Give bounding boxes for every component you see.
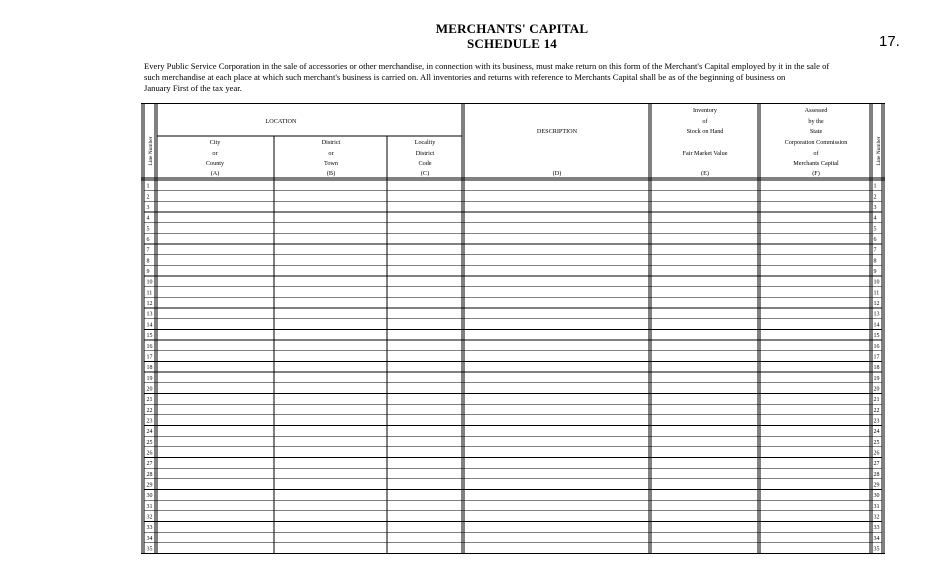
line-number-right: 3 [873, 205, 877, 212]
col-f-line3: State [809, 128, 823, 135]
instructions-text: Every Public Service Corporation in the sale of accessories or other merchandise, in connection with its business, must make return on this form of the Merchant's Capital employed by it in the sale of such merchandise at each place at which such merchant's business is carried on. All inventories and returns with reference to Merchants Capital shall be as of the beginning of business on January First of the tax year. [144, 61, 830, 94]
line-number-right: 26 [873, 450, 880, 457]
line-number-right: 7 [873, 247, 877, 254]
line-number-left: 20 [146, 386, 153, 393]
line-number-left: 24 [146, 429, 153, 436]
line-number-right: 27 [873, 461, 880, 468]
line-number-left: 30 [146, 493, 153, 500]
col-b-line1: District [321, 139, 341, 146]
col-f-line1: Assessed [804, 107, 828, 114]
line-number-right: 20 [873, 386, 880, 393]
col-a-line1: City [209, 139, 221, 146]
line-number-left: 12 [146, 301, 153, 308]
line-number-left: 22 [146, 407, 153, 414]
line-number-left: 34 [146, 535, 153, 542]
line-number-left: 2 [146, 194, 150, 201]
col-f-line6: Merchants Capital [793, 160, 839, 167]
col-letter-a: (A) [210, 170, 220, 177]
col-letter-c: (C) [420, 170, 430, 177]
line-number-right: 30 [873, 493, 880, 500]
line-number-right: 18 [873, 365, 880, 372]
col-f-line5: of [813, 150, 819, 157]
line-number-right: 34 [873, 535, 880, 542]
line-number-left: 4 [146, 215, 150, 222]
line-number-right: 16 [873, 343, 880, 350]
line-number-right: 5 [873, 226, 877, 233]
line-number-left: 18 [146, 365, 153, 372]
line-number-left: 29 [146, 482, 153, 489]
line-number-left: 1 [146, 183, 150, 190]
line-number-left: 8 [146, 258, 150, 265]
col-f-line2: by the [808, 118, 824, 125]
line-number-left: 13 [146, 311, 153, 318]
col-a-line2: or [212, 150, 218, 157]
line-number-right: 11 [873, 290, 880, 297]
line-number-right: 6 [873, 237, 877, 244]
page-number: 17. [879, 33, 900, 50]
line-number-left: 11 [146, 290, 153, 297]
line-number-right: 9 [873, 269, 877, 276]
line-number-left: 7 [146, 247, 150, 254]
line-number-left: 27 [146, 461, 153, 468]
line-number-left: 32 [146, 514, 153, 521]
line-number-left: 21 [146, 397, 153, 404]
line-number-left: 19 [146, 375, 153, 382]
line-number-right: 25 [873, 439, 880, 446]
col-f-line4: Corporation Commission [784, 139, 848, 146]
line-number-left: 6 [146, 237, 150, 244]
schedule-title: SCHEDULE 14 [467, 36, 557, 51]
line-number-right: 29 [873, 482, 880, 489]
line-number-left: 35 [146, 546, 153, 553]
line-number-right: 13 [873, 311, 880, 318]
line-number-right: 17 [873, 354, 880, 361]
line-number-left: 3 [146, 205, 150, 212]
line-number-right: 32 [873, 514, 880, 521]
col-c-line2: District [415, 150, 435, 157]
col-b-line3: Town [323, 160, 339, 167]
line-number-right: 15 [873, 333, 880, 340]
line-number-right: 21 [873, 397, 880, 404]
line-number-right: 4 [873, 215, 877, 222]
line-number-left: 28 [146, 471, 153, 478]
col-d-header: DESCRIPTION [536, 128, 578, 135]
line-number-right: 31 [873, 503, 880, 510]
location-header: LOCATION [265, 118, 297, 125]
col-e-line4: Fair Market Value [682, 150, 728, 157]
line-number-right: 2 [873, 194, 877, 201]
line-number-right: 19 [873, 375, 880, 382]
col-letter-f: (F) [812, 170, 820, 177]
col-c-line3: Code [418, 160, 432, 167]
line-number-left: 9 [146, 269, 150, 276]
line-number-left: 14 [146, 322, 153, 329]
line-number-right: 1 [873, 183, 877, 190]
col-letter-d: (D) [552, 170, 562, 177]
col-c-line1: Locality [414, 139, 436, 146]
line-number-right: 23 [873, 418, 880, 425]
line-number-left: 5 [146, 226, 150, 233]
col-e-line1: Inventory [692, 107, 718, 114]
line-number-right: 24 [873, 429, 880, 436]
line-number-left: 15 [146, 333, 153, 340]
line-number-right: 14 [873, 322, 880, 329]
col-e-line2: of [702, 118, 708, 125]
col-e-line3: Stock on Hand [686, 128, 724, 135]
col-b-line2: or [328, 150, 334, 157]
line-number-left: 10 [146, 279, 153, 286]
line-number-header-right: Line Number [876, 136, 882, 166]
line-number-left: 17 [146, 354, 153, 361]
line-number-right: 22 [873, 407, 880, 414]
line-number-right: 28 [873, 471, 880, 478]
line-number-header-left: Line Number [148, 136, 154, 166]
line-number-right: 8 [873, 258, 877, 265]
line-number-right: 12 [873, 301, 880, 308]
col-letter-b: (B) [326, 170, 336, 177]
line-number-right: 33 [873, 525, 880, 532]
line-number-left: 23 [146, 418, 153, 425]
line-number-left: 31 [146, 503, 153, 510]
col-letter-e: (E) [701, 170, 709, 177]
form-title: MERCHANTS' CAPITAL [435, 21, 589, 36]
line-number-right: 35 [873, 546, 880, 553]
line-number-left: 26 [146, 450, 153, 457]
col-a-line3: County [205, 160, 225, 167]
line-number-left: 25 [146, 439, 153, 446]
line-number-left: 33 [146, 525, 153, 532]
line-number-right: 10 [873, 279, 880, 286]
line-number-left: 16 [146, 343, 153, 350]
